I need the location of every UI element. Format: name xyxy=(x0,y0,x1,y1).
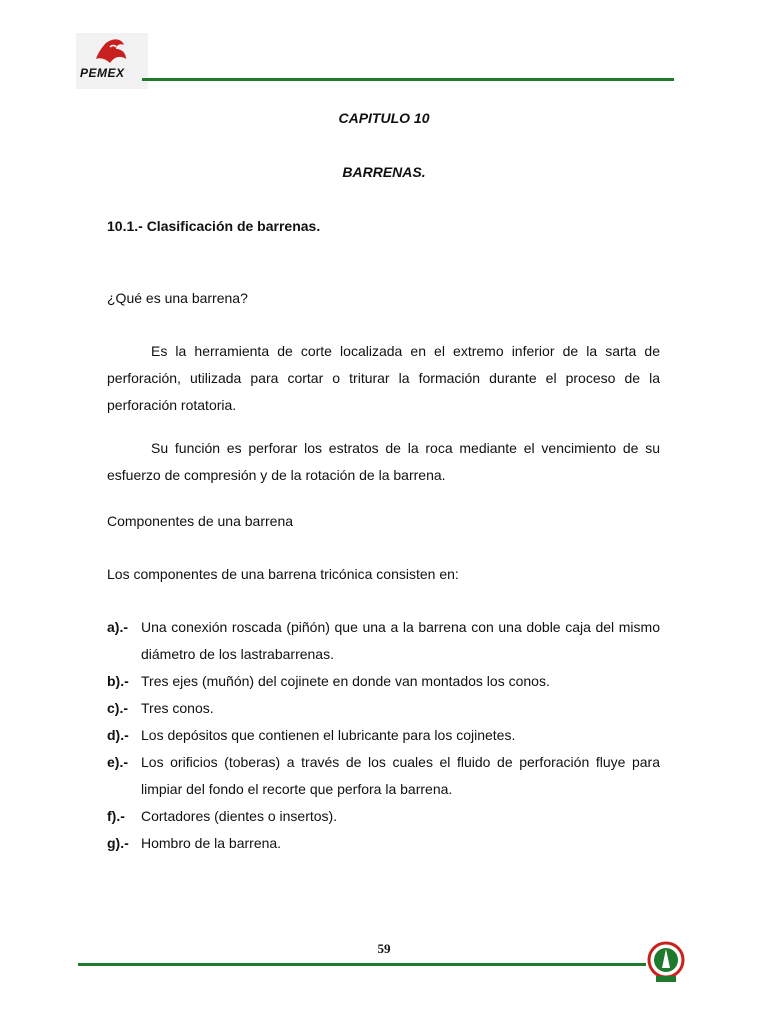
list-item-text: Hombro de la barrena. xyxy=(141,835,282,851)
list-item xyxy=(107,614,660,668)
components-list xyxy=(107,614,660,857)
page-number: 59 xyxy=(377,941,391,956)
chapter-subtitle: BARRENAS. xyxy=(342,164,426,180)
pemex-seal-icon xyxy=(644,940,688,984)
list-item xyxy=(107,803,660,830)
list-item xyxy=(107,668,660,695)
list-marker: d).- xyxy=(107,727,129,743)
list-item-text: Una conexión roscada (piñón) que una a la barrena con una doble caja del mismo diámetro de los lastrabarrenas. xyxy=(141,619,660,662)
pemex-logo xyxy=(76,33,148,89)
paragraph-text: Su función es perforar los estratos de la roca mediante el vencimiento de su esfuerzo de compresión y de la rotación de la barrena. xyxy=(107,440,660,483)
list-item xyxy=(107,749,660,803)
list-item xyxy=(107,830,660,857)
question-line: ¿Qué es una barrena? xyxy=(107,290,248,306)
paragraph-function xyxy=(107,435,660,489)
list-item xyxy=(107,722,660,749)
list-marker: g).- xyxy=(107,835,129,851)
chapter-title: CAPITULO 10 xyxy=(338,110,430,126)
list-marker: c).- xyxy=(107,700,128,716)
list-item-text: Tres ejes (muñón) del cojinete en donde van montados los conos. xyxy=(141,673,550,689)
components-intro: Los componentes de una barrena tricónica consisten en: xyxy=(107,566,459,582)
list-marker: b).- xyxy=(107,673,129,689)
paragraph-definition xyxy=(107,338,660,419)
pemex-logo-text: PEMEX xyxy=(80,66,125,80)
list-item-text: Los depósitos que contienen el lubricante para los cojinetes. xyxy=(141,727,516,743)
header-rule xyxy=(142,78,674,81)
paragraph-text: Es la herramienta de corte localizada en el extremo inferior de la sarta de perforación, utilizada para cortar o triturar la formación durante el proceso de la perforación rotatoria. xyxy=(107,343,660,413)
list-marker: a).- xyxy=(107,619,128,635)
pemex-eagle-icon xyxy=(76,33,148,89)
components-title: Componentes de una barrena xyxy=(107,513,294,529)
list-marker: f).- xyxy=(107,808,125,824)
footer-rule xyxy=(78,963,646,966)
list-marker: e).- xyxy=(107,754,128,770)
list-item-text: Los orificios (toberas) a través de los cuales el fluido de perforación fluye para limpiar del fondo el recorte que perfora la barrena. xyxy=(141,754,660,797)
list-item xyxy=(107,695,660,722)
list-item-text: Tres conos. xyxy=(141,700,214,716)
list-item-text: Cortadores (dientes o insertos). xyxy=(141,808,338,824)
section-heading: 10.1.- Clasificación de barrenas. xyxy=(107,218,321,234)
